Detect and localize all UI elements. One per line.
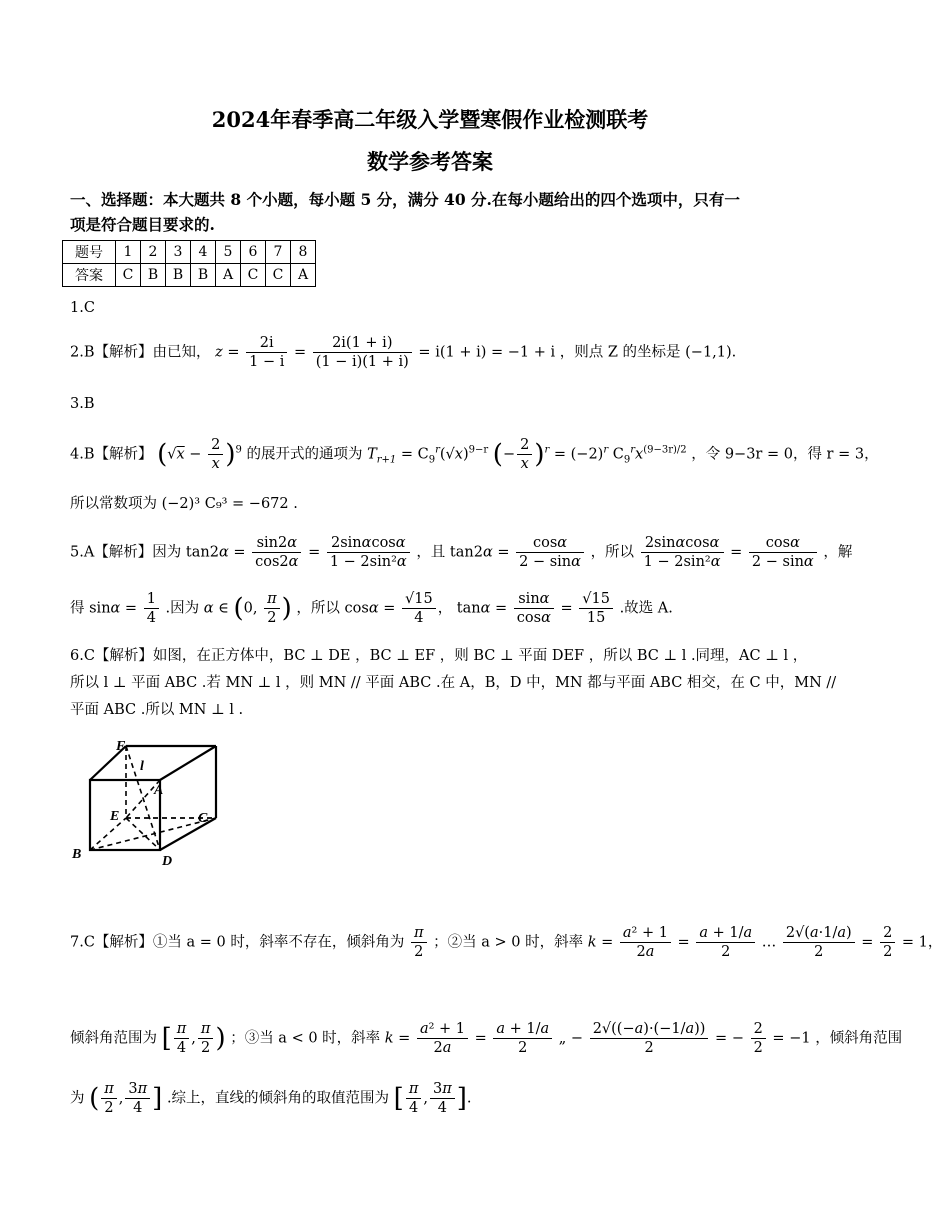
answer-5: 5.A【解析】因为 tan2α = $\frac{\sin 2\alpha}{\cos 2\alpha}$ = $\frac{2\sin\alpha\cos\alpha}{\text{1 − 2sin²α}}$ ，且 tan2α = $\frac{\cos\alpha}{2 - \sin\alpha}$ ，所以 $\frac{2\sin\alpha\cos\alpha}{\text{1 − 2sin²α}}$ = $\frac{\cos\alpha}{2 - \sin\alpha}$ ，解 [70,535,853,570]
page-subtitle: 数学参考答案 [367,149,493,174]
answer-4-line2: 所以常数项为 (−2)³ C₉³ = −672 . [70,496,298,512]
table-cell: C [116,264,141,287]
table-cell: A [291,264,316,287]
answer-4: 4.B【解析】 (√x − $\frac{2}{x}$ )$^9$ 的展开式的通项为 $T_{r+1} = C_9^r(√x)^{9-r}$ (− $\frac{2}{x}$ )$^r = (-2)^r$ $C_9^rx^{(9-3r)/2}$ ，令 9−3r = 0，得 r = 3， [70,437,879,472]
answer-7-label: 7.C【解析】①当 a = 0 时，斜率不存在，倾斜角为 [70,934,405,951]
label-E: E [110,809,120,824]
table-head-number: 题号 [63,241,116,264]
page-title: 2024年春季高二年级入学暨寒假作业检测联考 [211,107,649,132]
answer-5-mid2: ，所以 [590,544,635,561]
table-cell: 7 [266,241,291,264]
answer-7-line2: 倾斜角范围为 [ $\frac{\pi}{4}$ , $\frac{\pi}{2}$ ) ；③当 a < 0 时，斜率 k = $\frac{\text{a² + 1}}{2a}$ = $\frac{a + 1/a}{2}$ „ − $\frac{2√((-a)\cdot(-1/a))}{2}$ = − $\frac{2}{2}$ = −1 ，倾斜角范围 [70,1021,903,1056]
answer-table-row-answers [63,264,316,287]
answer-5-tail: ，解 [823,544,853,561]
answer-7-line2a: 倾斜角范围为 [70,1030,157,1047]
answer-6-line2: 所以 l ⊥ 平面 ABC .若 MN ⊥ l ，则 MN // 平面 ABC .在 A，B，D 中，MN 都与平面 ABC 相交，在 C 中，MN // [70,675,837,691]
answer-2-tail: ，则点 Z 的坐标是 (−1,1). [559,344,737,361]
label-l: l [140,759,144,774]
answer-4-tail: ，令 9−3r = 0，得 r = 3， [691,446,879,463]
answer-table [62,240,316,287]
answer-4-label: 4.B【解析】 [70,446,153,463]
answer-5-line2d: .故选 A. [619,600,673,617]
label-B: B [72,847,82,862]
table-cell: C [266,264,291,287]
table-cell: 2 [141,241,166,264]
answer-5-line2c: ，所以 [296,600,340,617]
label-C: C [198,811,208,826]
table-cell: 1 [116,241,141,264]
table-head-answer: 答案 [63,264,116,287]
answer-7: 7.C【解析】①当 a = 0 时，斜率不存在，倾斜角为 $\frac{\pi}{2}$ ；②当 a > 0 时，斜率 k = $\frac{\text{a² + 1}}{2a}$ = $\frac{a + 1/a}{2}$ … $\frac{2√(a\cdot 1/a)}{2}$ = $\frac{2}{2}$ = 1， [70,925,942,960]
answer-6-line3: 平面 ABC .所以 MN ⊥ l . [70,702,244,718]
cube-figure [70,738,230,870]
answer-5-line2b: .因为 [165,600,200,617]
answer-7-line2c: ，倾斜角范围 [815,1030,903,1047]
table-cell: A [216,264,241,287]
answer-5-label: 5.A【解析】因为 [70,544,182,561]
answer-7-line3b: .综上，直线的倾斜角的取值范围为 [166,1090,390,1107]
table-cell: C [241,264,266,287]
answer-7-p2: ；②当 a > 0 时，斜率 [433,934,584,951]
answer-5-line2a: 得 [70,600,85,617]
answer-7-line2b: ；③当 a < 0 时，斜率 [230,1030,381,1047]
table-cell: B [141,264,166,287]
label-A: A [154,783,164,798]
table-cell: B [166,264,191,287]
table-cell: 4 [191,241,216,264]
answer-4-mid: 的展开式的通项为 [246,446,363,463]
answer-7-line3a: 为 [70,1090,85,1107]
section-heading-line2: 项是符合题目要求的. [70,215,215,234]
answer-3: 3.B [70,396,95,412]
table-cell: 3 [166,241,191,264]
answer-2: 2.B【解析】由已知， z = $\frac{2i}{1 - i}$ = $\frac{2i(1 + i)}{(1 - i)(1 + i)}$ = i(1 + i) = −1 + i ，则点 Z 的坐标是 (−1,1). [70,335,737,370]
section-heading-line1: 一、选择题：本大题共 8 个小题，每小题 5 分，满分 40 分.在每小题给出的四个选项中，只有一 [70,190,740,209]
table-cell: 6 [241,241,266,264]
answer-table-row-numbers [63,241,316,264]
table-cell: 5 [216,241,241,264]
answer-2-label: 2.B【解析】由已知， [70,344,211,361]
answer-1: 1.C [70,300,95,316]
answer-5-mid1: ，且 [416,544,446,561]
answer-7-line3: 为 ( $\frac{\pi}{2}$ , $\frac{3\pi}{4}$ ] .综上，直线的倾斜角的取值范围为 [ $\frac{\pi}{4}$ , $\frac{3\pi}{4}$ ]. [70,1081,472,1116]
label-D: D [162,854,173,869]
table-cell: B [191,264,216,287]
answer-6-line1: 6.C【解析】如图，在正方体中，BC ⊥ DE ，BC ⊥ EF ，则 BC ⊥ 平面 DEF ，所以 BC ⊥ l .同理，AC ⊥ l ， [70,648,808,664]
table-cell: 8 [291,241,316,264]
answer-5-line2: 得 sinα = $\frac{1}{4}$ .因为 α ∈ (0, $\frac{\pi}{2}$ ) ，所以 cosα = $\frac{√15}{4}$ ， tanα = $\frac{\sin\alpha}{\cos\alpha}$ = $\frac{√15}{15}$ .故选 A. [70,591,673,626]
label-F: F [116,739,126,754]
